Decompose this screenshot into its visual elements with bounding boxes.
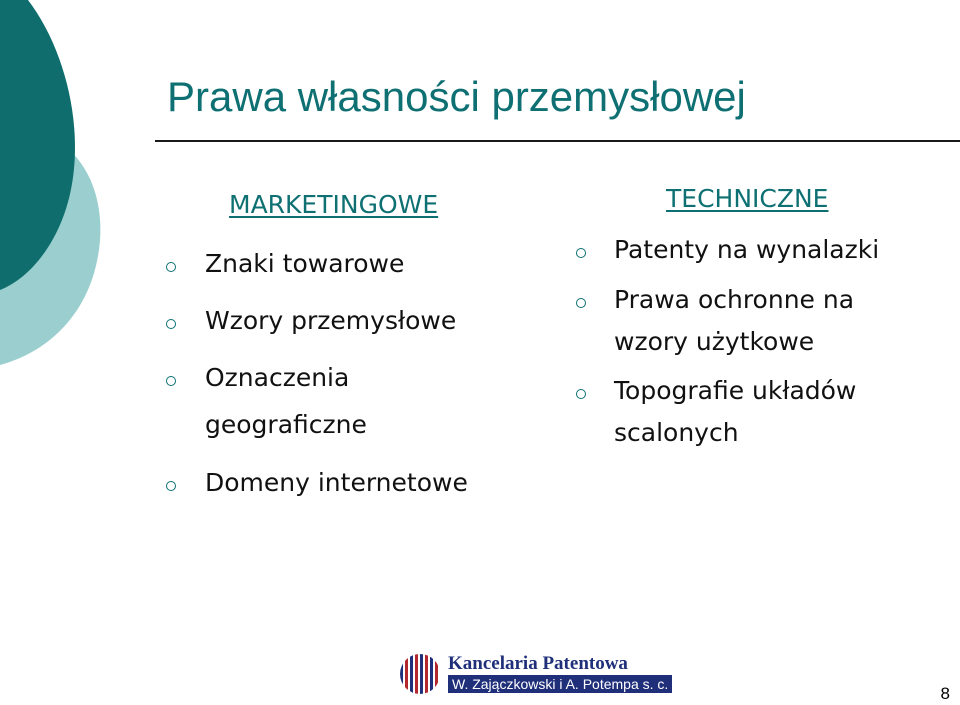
- technical-heading: TECHNICZNE: [666, 184, 829, 213]
- marketing-item-1: Znaki towarowe: [205, 249, 405, 278]
- marketing-item-3-line2: geograficzne: [205, 410, 367, 439]
- marketing-heading: MARKETINGOWE: [229, 190, 439, 219]
- bullet-icon: [166, 319, 176, 329]
- technical-item-3-line2: scalonych: [614, 418, 739, 447]
- marketing-item-4: Domeny internetowe: [205, 468, 468, 497]
- bullet-icon: [166, 262, 176, 272]
- technical-item-2-line1: Prawa ochronne na: [614, 285, 855, 314]
- technical-item-2-line2: wzory użytkowe: [614, 327, 815, 356]
- bullet-icon: [576, 389, 586, 399]
- logo-name: Kancelaria Patentowa: [448, 653, 628, 674]
- decorative-corner-shape: [0, 0, 110, 370]
- slide-title: Prawa własności przemysłowej: [167, 73, 746, 120]
- marketing-item-3-line1: Oznaczenia: [205, 363, 350, 392]
- bullet-icon: [166, 481, 176, 491]
- technical-item-1: Patenty na wynalazki: [614, 235, 880, 264]
- marketing-item-2: Wzory przemysłowe: [205, 306, 457, 335]
- page-number: 8: [940, 684, 950, 703]
- technical-item-3-line1: Topografie układów: [614, 376, 857, 405]
- bullet-icon: [166, 376, 176, 386]
- bullet-icon: [576, 248, 586, 258]
- logo-subtitle: W. Zajączkowski i A. Potempa s. c.: [448, 675, 672, 693]
- logo-emblem-icon: [398, 652, 442, 696]
- bullet-icon: [576, 298, 586, 308]
- title-divider: [155, 140, 960, 142]
